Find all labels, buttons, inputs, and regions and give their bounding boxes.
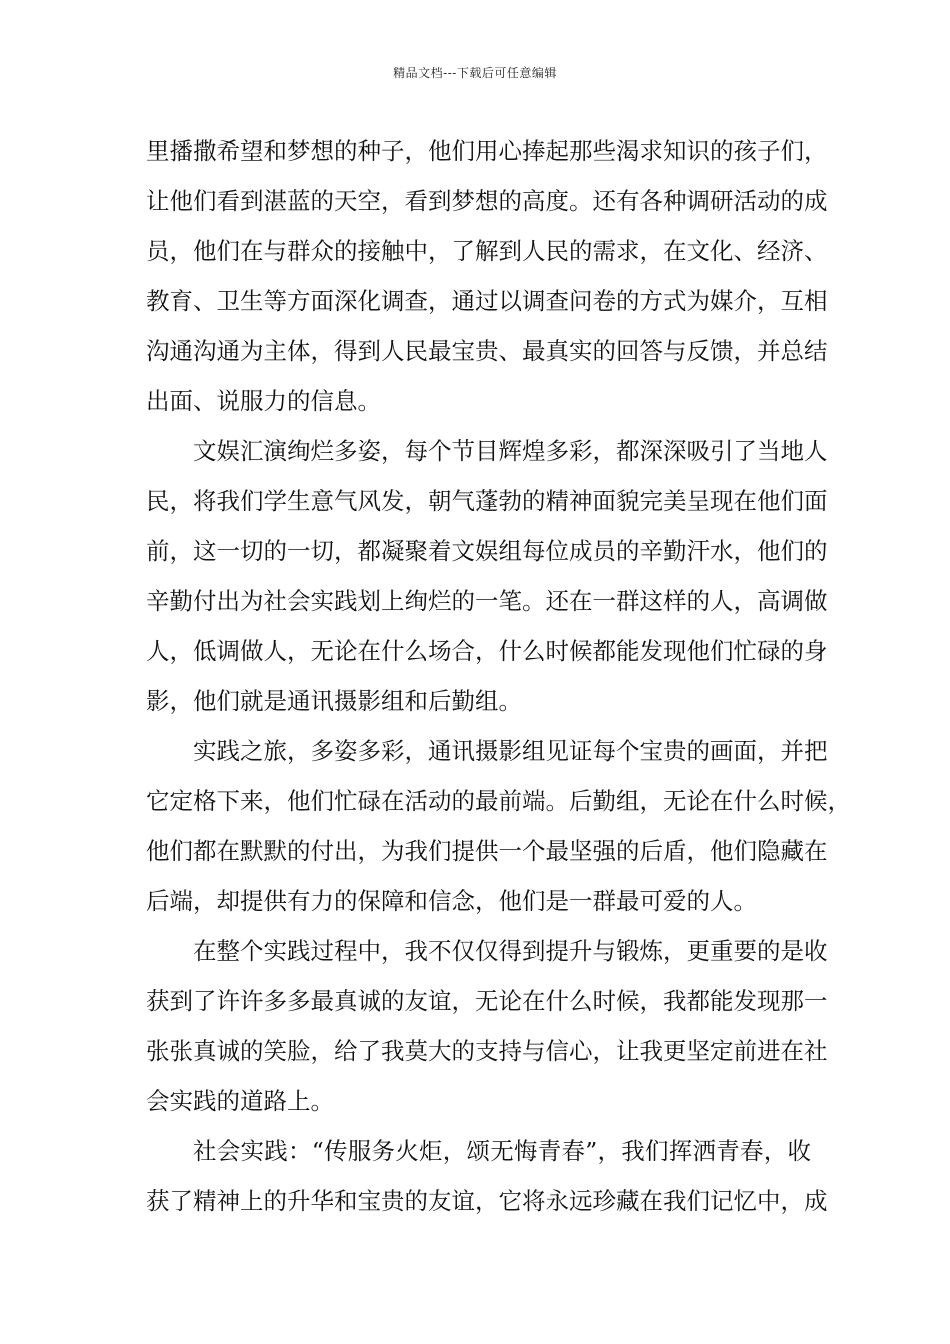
text-line: 让他们看到湛蓝的天空，看到梦想的高度。还有各种调研活动的成 — [146, 187, 828, 215]
text-line: 实践之旅，多姿多彩，通讯摄影组见证每个宝贵的画面，并把 — [193, 737, 828, 765]
paragraph — [146, 726, 851, 926]
text-line: 他们都在默默的付出，为我们提供一个最坚强的后盾，他们隐藏在 — [146, 837, 828, 865]
text-line: 辛勤付出为社会实践划上绚烂的一笔。还在一群这样的人，高调做 — [146, 587, 828, 615]
page-header: 精品文档---下载后可任意编辑 — [393, 66, 557, 80]
text-line: 教育、卫生等方面深化调查，通过以调查问卷的方式为媒介，互相 — [146, 287, 828, 315]
text-line: 会实践的道路上。 — [146, 1087, 334, 1115]
text-line: 人，低调做人，无论在什么场合，什么时候都能发现他们忙碌的身 — [146, 637, 828, 665]
text-line: 在整个实践过程中，我不仅仅得到提升与锻炼，更重要的是收 — [193, 937, 828, 965]
text-line: 出面、说服力的信息。 — [146, 387, 381, 415]
paragraph — [146, 926, 828, 1126]
text-line: 影，他们就是通讯摄影组和后勤组。 — [146, 687, 522, 715]
text-line: 文娱汇演绚烂多姿，每个节目辉煌多彩，都深深吸引了当地人 — [193, 437, 828, 465]
text-line: 后端，却提供有力的保障和信念，他们是一群最可爱的人。 — [146, 887, 757, 915]
text-line: 沟通沟通为主体，得到人民最宝贵、最真实的回答与反馈，并总结 — [146, 337, 828, 365]
document-body — [146, 126, 851, 1226]
text-line: 员，他们在与群众的接触中，了解到人民的需求，在文化、经济、 — [146, 237, 828, 265]
text-line: 社会实践：“传服务火炬，颂无悔青春”，我们挥洒青春，收 — [193, 1137, 811, 1165]
text-line: 张张真诚的笑脸，给了我莫大的支持与信心，让我更坚定前进在社 — [146, 1037, 828, 1065]
text-line: 获到了许许多多最真诚的友谊，无论在什么时候，我都能发现那一 — [146, 987, 828, 1015]
text-line: 里播撒希望和梦想的种子，他们用心捧起那些渴求知识的孩子们， — [146, 137, 828, 165]
text-line: 民，将我们学生意气风发，朝气蓬勃的精神面貌完美呈现在他们面 — [146, 487, 828, 515]
paragraph — [146, 426, 828, 726]
text-line: 它定格下来，他们忙碌在活动的最前端。后勤组，无论在什么时候， — [146, 787, 851, 815]
text-line: 获了精神上的升华和宝贵的友谊，它将永远珍藏在我们记忆中，成 — [146, 1187, 828, 1215]
paragraph — [146, 1126, 828, 1226]
paragraph — [146, 126, 828, 426]
text-line: 前，这一切的一切，都凝聚着文娱组每位成员的辛勤汗水，他们的 — [146, 537, 828, 565]
